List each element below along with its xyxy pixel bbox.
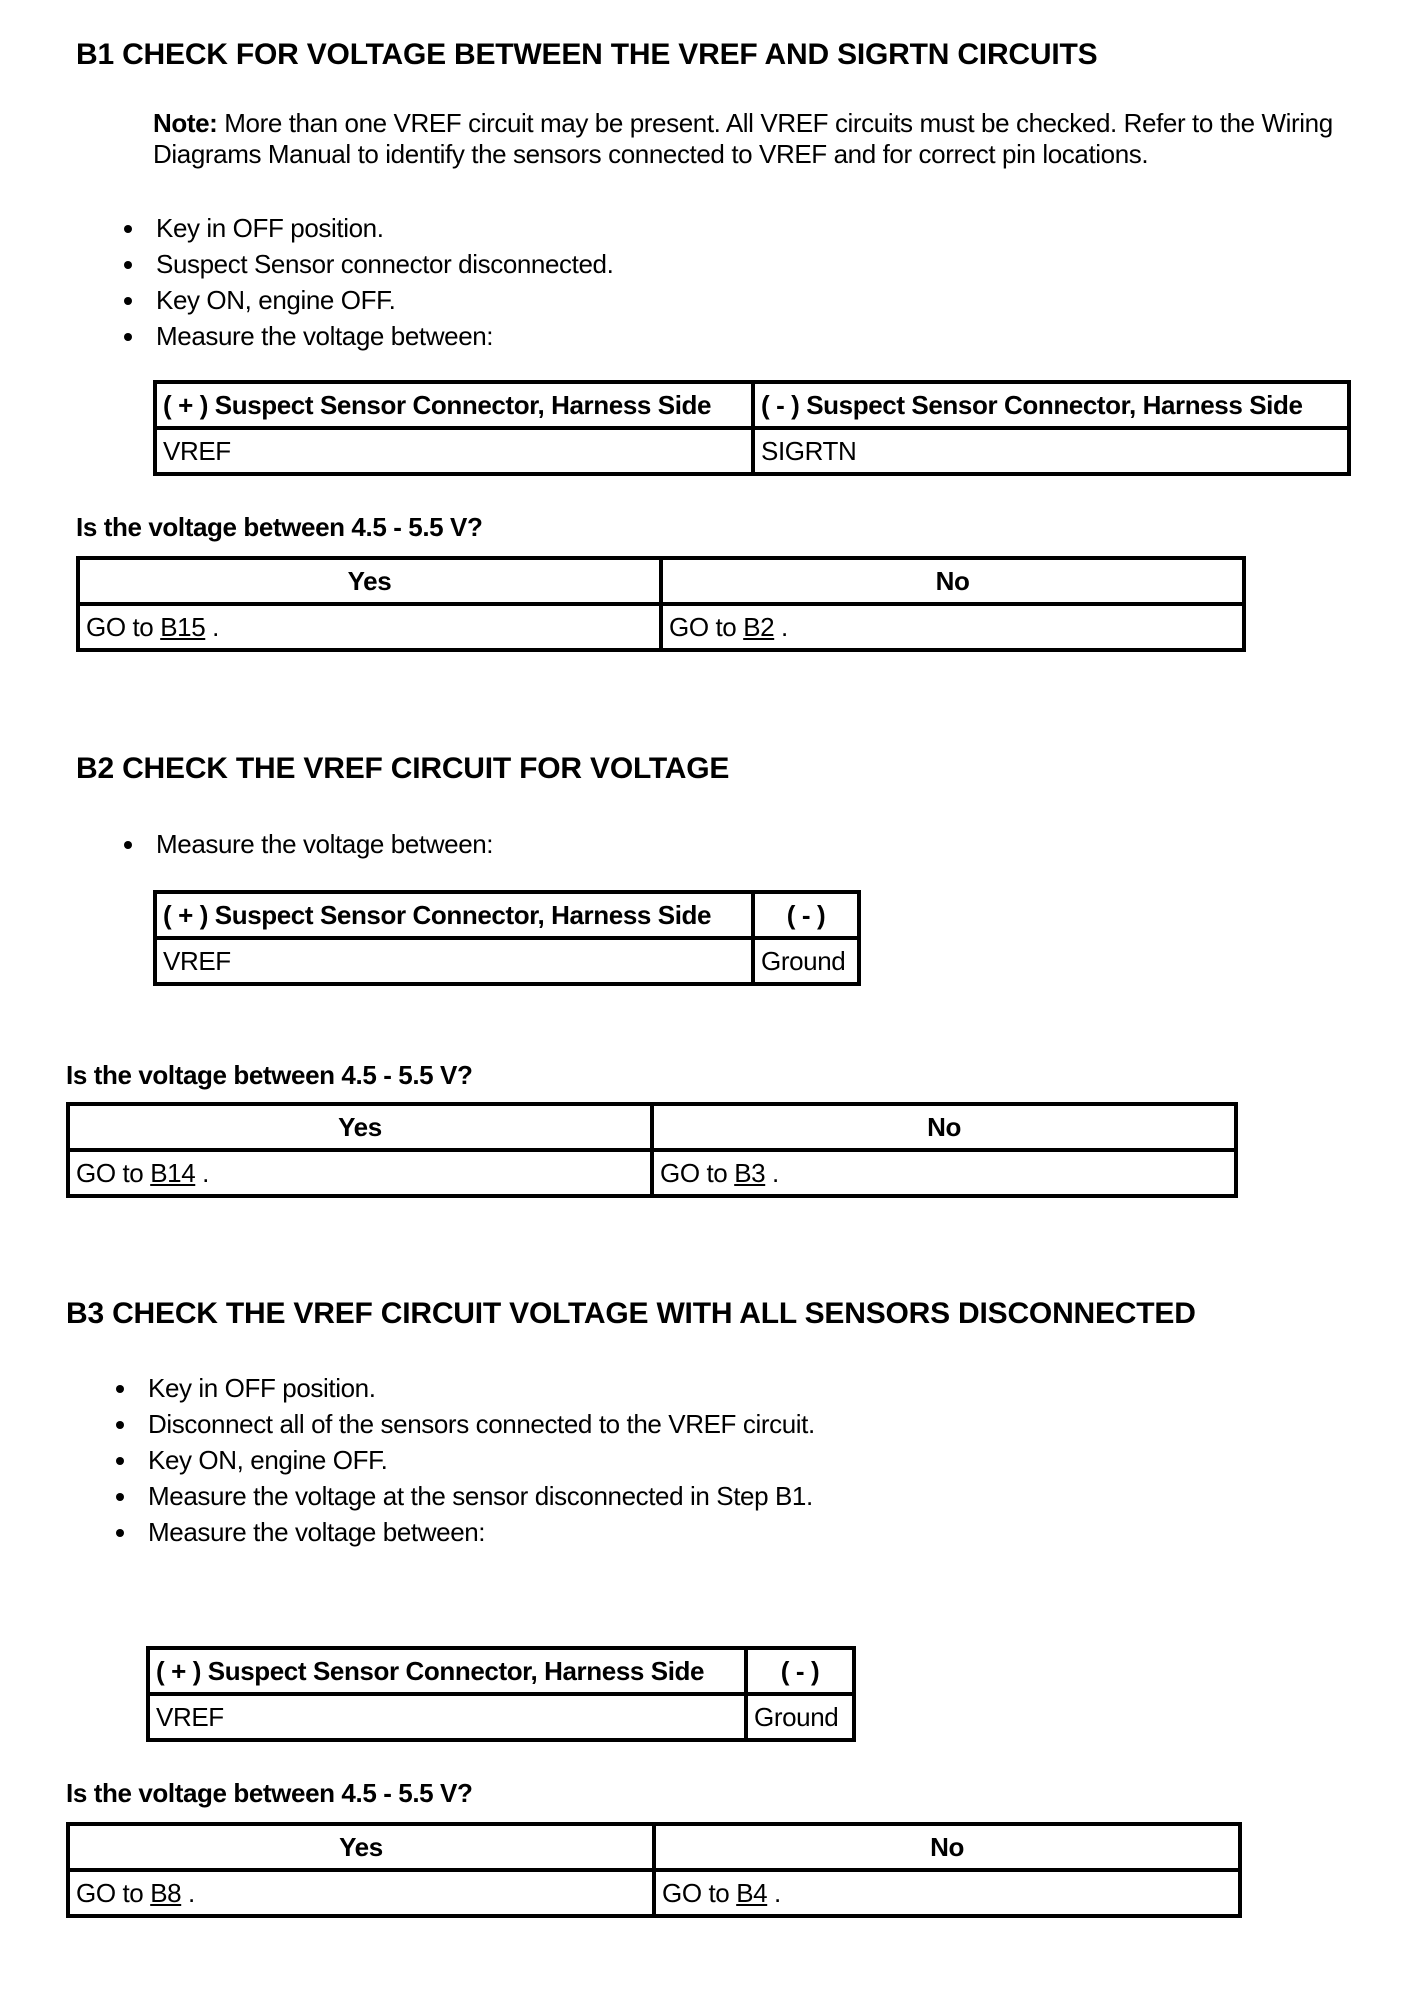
table-row xyxy=(68,1150,1236,1196)
step-b3-bullets xyxy=(116,1370,815,1550)
step-b3-measure-table xyxy=(146,1646,856,1742)
go-to-text: GO to xyxy=(660,1157,735,1188)
no-answer-cell xyxy=(661,604,1244,650)
table-row xyxy=(155,938,859,984)
negative-lead-value: SIGRTN xyxy=(753,428,1349,474)
yes-header: Yes xyxy=(78,558,661,604)
go-to-text: GO to xyxy=(86,611,161,642)
no-header: No xyxy=(661,558,1244,604)
step-b3-title: B3 CHECK THE VREF CIRCUIT VOLTAGE WITH ALL SENSORS DISCONNECTED xyxy=(66,1297,1196,1330)
step-b2-answer-table xyxy=(66,1102,1238,1198)
link-b3[interactable]: B3 xyxy=(734,1157,766,1188)
bullet-item: Measure the voltage between: xyxy=(116,1514,815,1550)
table-header-row xyxy=(68,1104,1236,1150)
negative-lead-header: ( - ) Suspect Sensor Connector, Harness Side xyxy=(753,382,1349,428)
positive-lead-value: VREF xyxy=(148,1694,746,1740)
positive-lead-header: ( + ) Suspect Sensor Connector, Harness Side xyxy=(155,892,753,938)
negative-lead-value: Ground xyxy=(746,1694,854,1740)
bullet-item: Suspect Sensor connector disconnected. xyxy=(124,246,613,282)
step-b2-question: Is the voltage between 4.5 - 5.5 V? xyxy=(66,1060,473,1090)
negative-lead-header: ( - ) xyxy=(753,892,859,938)
period-text: . xyxy=(205,611,219,642)
table-header-row xyxy=(155,382,1349,428)
link-b4[interactable]: B4 xyxy=(736,1877,768,1908)
bullet-item: Key ON, engine OFF. xyxy=(124,282,613,318)
table-header-row xyxy=(148,1648,854,1694)
bullet-item: Key in OFF position. xyxy=(124,210,613,246)
table-header-row xyxy=(78,558,1244,604)
bullet-item: Measure the voltage between: xyxy=(124,826,493,862)
step-b1-bullets xyxy=(124,210,613,354)
no-header: No xyxy=(652,1104,1236,1150)
go-to-text: GO to xyxy=(662,1877,737,1908)
bullet-item: Measure the voltage between: xyxy=(124,318,613,354)
yes-header: Yes xyxy=(68,1104,652,1150)
step-b1-note xyxy=(153,108,1353,170)
yes-answer-cell xyxy=(78,604,661,650)
table-row xyxy=(78,604,1244,650)
no-answer-cell xyxy=(654,1870,1240,1916)
bullet-item: Key ON, engine OFF. xyxy=(116,1442,815,1478)
bullet-item: Key in OFF position. xyxy=(116,1370,815,1406)
positive-lead-header: ( + ) Suspect Sensor Connector, Harness Side xyxy=(155,382,753,428)
go-to-text: GO to xyxy=(76,1877,151,1908)
period-text: . xyxy=(181,1877,195,1908)
table-header-row xyxy=(68,1824,1240,1870)
table-row xyxy=(68,1870,1240,1916)
step-b1-question: Is the voltage between 4.5 - 5.5 V? xyxy=(76,512,483,542)
note-text: More than one VREF circuit may be present. All VREF circuits must be checked. Refer to the Wiring Diagrams Manual to identify the sensors connected to VREF and for correct pin locations. xyxy=(153,108,1333,169)
yes-answer-cell xyxy=(68,1150,652,1196)
table-row xyxy=(155,428,1349,474)
positive-lead-header: ( + ) Suspect Sensor Connector, Harness Side xyxy=(148,1648,746,1694)
link-b14[interactable]: B14 xyxy=(150,1157,196,1188)
table-row xyxy=(148,1694,854,1740)
bullet-item: Measure the voltage at the sensor disconnected in Step B1. xyxy=(116,1478,815,1514)
note-label: Note: xyxy=(153,108,218,138)
go-to-text: GO to xyxy=(76,1157,151,1188)
yes-answer-cell xyxy=(68,1870,654,1916)
table-header-row xyxy=(155,892,859,938)
no-answer-cell xyxy=(652,1150,1236,1196)
link-b15[interactable]: B15 xyxy=(160,611,206,642)
go-to-text: GO to xyxy=(669,611,744,642)
period-text: . xyxy=(195,1157,209,1188)
step-b2-bullets xyxy=(124,826,493,862)
step-b3-question: Is the voltage between 4.5 - 5.5 V? xyxy=(66,1778,473,1808)
positive-lead-value: VREF xyxy=(155,428,753,474)
no-header: No xyxy=(654,1824,1240,1870)
period-text: . xyxy=(765,1157,779,1188)
link-b8[interactable]: B8 xyxy=(150,1877,182,1908)
step-b1-title: B1 CHECK FOR VOLTAGE BETWEEN THE VREF AND SIGRTN CIRCUITS xyxy=(76,38,1098,71)
period-text: . xyxy=(767,1877,781,1908)
bullet-item: Disconnect all of the sensors connected to the VREF circuit. xyxy=(116,1406,815,1442)
step-b1-measure-table xyxy=(153,380,1351,476)
period-text: . xyxy=(774,611,788,642)
step-b1-answer-table xyxy=(76,556,1246,652)
step-b3-answer-table xyxy=(66,1822,1242,1918)
link-b2[interactable]: B2 xyxy=(743,611,775,642)
step-b2-measure-table xyxy=(153,890,861,986)
negative-lead-header: ( - ) xyxy=(746,1648,854,1694)
negative-lead-value: Ground xyxy=(753,938,859,984)
yes-header: Yes xyxy=(68,1824,654,1870)
step-b2-title: B2 CHECK THE VREF CIRCUIT FOR VOLTAGE xyxy=(76,752,730,785)
positive-lead-value: VREF xyxy=(155,938,753,984)
